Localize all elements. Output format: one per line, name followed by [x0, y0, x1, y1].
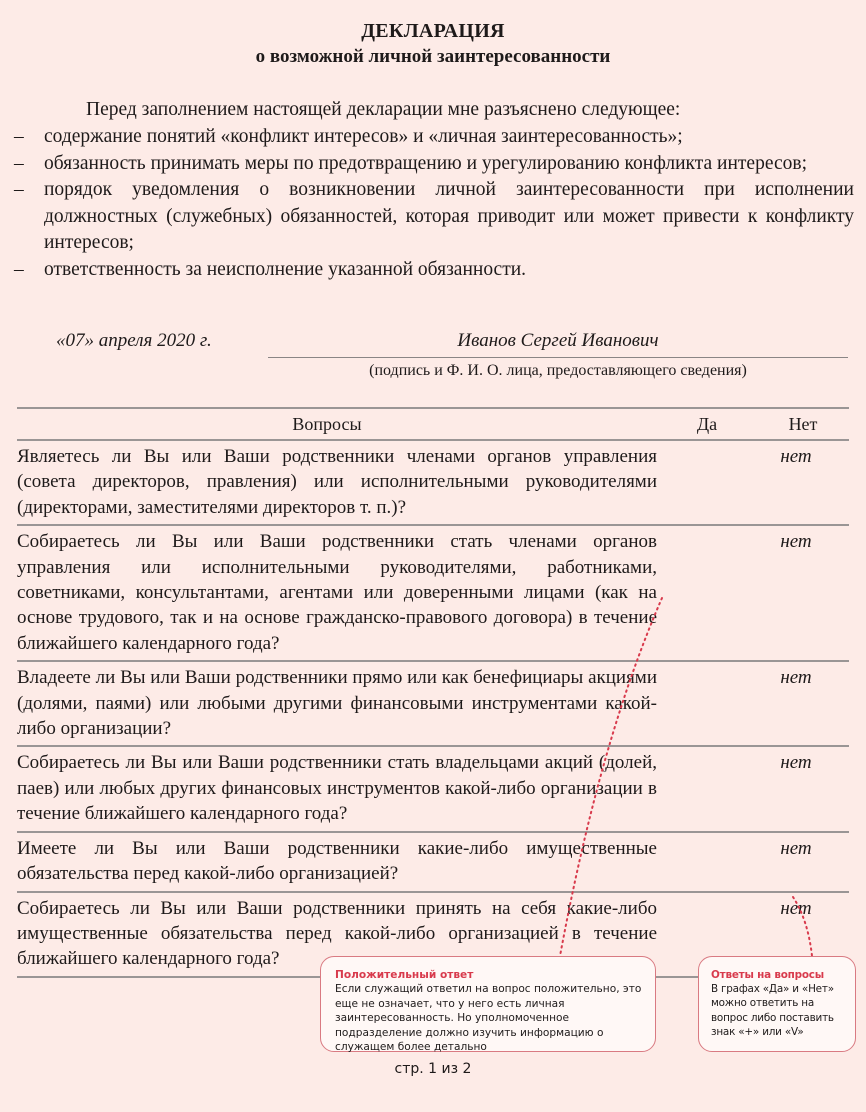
bullet-text: содержание понятий «конфликт интересов» и «личная заинтересованность»;	[44, 126, 683, 147]
intro-bullet	[0, 177, 854, 257]
header-no: Нет	[788, 413, 818, 434]
bullet-text: порядок уведомления о возникновении личной заинтересованности при исполнении должностных (служебных) обязанностей, которая приводит или может привести к конфликту интересов;	[44, 179, 854, 253]
answer-no-cell[interactable]: нет	[780, 897, 812, 919]
intro-bullet	[0, 124, 854, 151]
intro-lead: Перед заполнением настоящей декларации мне разъяснено следующее:	[86, 99, 681, 120]
answer-yes-cell[interactable]	[657, 529, 743, 656]
dash-marker: –	[14, 179, 24, 200]
dash-marker: –	[14, 258, 24, 280]
intro-bullet-list	[0, 124, 866, 283]
answer-no-cell[interactable]: нет	[780, 837, 812, 859]
header-questions: Вопросы	[292, 413, 362, 434]
answer-yes-cell[interactable]	[657, 444, 743, 520]
document-subtitle: о возможной личной заинтересованности	[255, 46, 611, 67]
table-row	[17, 526, 849, 662]
dash-marker: –	[14, 152, 24, 174]
questions-table	[17, 407, 849, 978]
declaration-date: «07» апреля 2020 г.	[56, 330, 212, 351]
answer-yes-cell[interactable]	[657, 750, 743, 826]
answer-no-cell[interactable]: нет	[780, 752, 812, 774]
intro-bullet	[0, 257, 854, 284]
answer-no-cell[interactable]: нет	[780, 667, 812, 689]
bullet-text: ответственность за неисполнение указанной обязанности.	[44, 258, 527, 280]
intro-bullet	[0, 151, 854, 178]
signatory-name: Иванов Сергей Иванович	[268, 330, 848, 358]
callout-text: В графах «Да» и «Нет» можно ответить на вопрос либо поставить знак «+» или «V»	[711, 983, 834, 1038]
table-row	[17, 833, 849, 893]
answer-yes-cell[interactable]	[657, 836, 743, 887]
document-title: ДЕКЛАРАЦИЯ	[361, 20, 505, 42]
callout-answers	[698, 956, 856, 1052]
page-number: стр. 1 из 2	[394, 1061, 472, 1077]
question-text: Собираетесь ли Вы или Ваши родственники стать владельцами акций (долей, паев) или любых других финансовых инструментов какой-либо организации в течение ближайшего календарного года?	[17, 752, 657, 825]
header-yes: Да	[696, 413, 718, 434]
bullet-text: обязанность принимать меры по предотвращению и урегулированию конфликта интересов;	[44, 152, 808, 174]
answer-yes-cell[interactable]	[657, 665, 743, 741]
question-text: Являетесь ли Вы или Ваши родственники членами органов управления (совета директоров, правления) или исполнительными руководителями (директорами, заместителями директоров т. п.)?	[17, 446, 657, 518]
answer-no-cell[interactable]: нет	[780, 531, 812, 553]
signature-caption: (подпись и Ф. И. О. лица, предоставляющего сведения)	[369, 362, 747, 379]
table-row	[17, 747, 849, 832]
callout-positive-answer	[320, 956, 656, 1052]
question-text: Имеете ли Вы или Ваши родственники какие-либо имущественные обязательства перед какой-либо организацией?	[17, 837, 657, 885]
question-text: Владеете ли Вы или Ваши родственники прямо или как бенефициары акциями (долями, паями) или любыми другими финансовыми инструментами какой-либо организации?	[17, 667, 657, 740]
callout-text: Если служащий ответил на вопрос положительно, это еще не означает, что у него есть личная заинтересованность. Но уполномоченное подразделение должно изучить информацию о служащем более детально	[335, 983, 642, 1054]
callout-title: Положительный ответ	[335, 969, 474, 981]
table-header	[17, 409, 849, 441]
callout-title: Ответы на вопросы	[711, 969, 824, 981]
table-row	[17, 441, 849, 526]
question-text: Собираетесь ли Вы или Ваши родственники стать членами органов управления или исполнительными руководителями, работниками, советниками, консультантами, агентами или доверенными лицами (как на основе трудового, так и на основе гражданско-правового договора) в течение ближайшего календарного года?	[17, 531, 657, 654]
answer-no-cell[interactable]: нет	[780, 446, 812, 467]
question-text: Собираетесь ли Вы или Ваши родственники принять на себя какие-либо имущественные обязательства перед какой-либо организацией в течение ближайшего календарного года?	[17, 897, 657, 970]
table-row	[17, 662, 849, 747]
dash-marker: –	[14, 126, 24, 147]
